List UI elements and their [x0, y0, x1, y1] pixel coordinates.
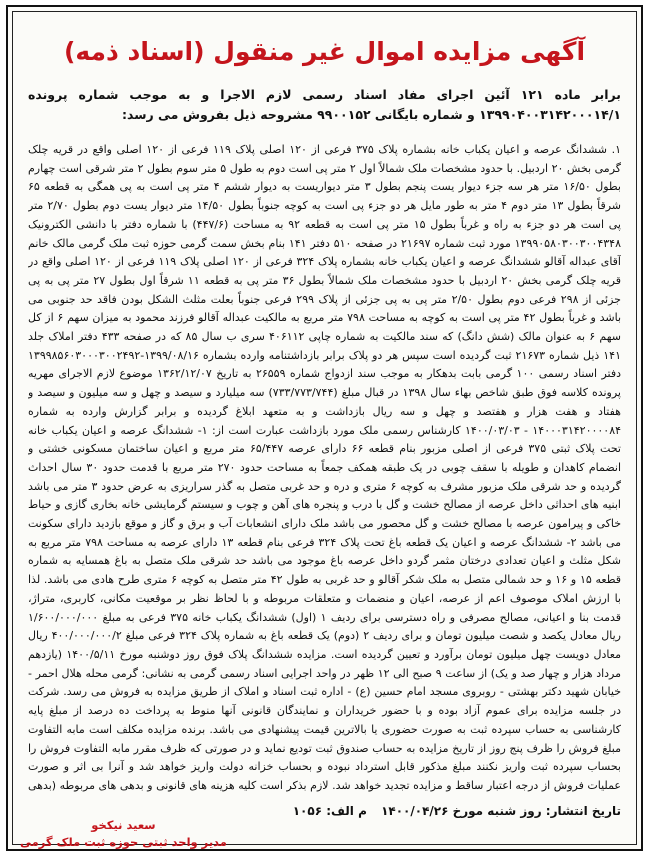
notice-body: ۱. ششدانگ عرصه و اعیان یکباب خانه بشماره پلاک ۳۷۵ فرعی از ۱۲۰ اصلی پلاک ۱۱۹ فرعی از ۱۲۰ اصلی واقع در قریه چلک گرمی بخش ۲۰ اردبیل. با حدود مشخصات ملک شمالاً اول ۲ متر پی است دوم به طول ۵ متر سوم بطول ۲ متر شرقی است چهارم بطول ۱۶/۵۰ متر هر سه جزء دیوار یست پنجم بطول ۳ متر دیواریست به دیوار ششم ۴ متر پی است به پی همگی به قطعه ۶۵ شرقاً بطول ۱۳ متر دوم ۴ متر به طور مایل هر دو جزء پی است به کوچه جنوباً بطول ۱۴/۵۰ متر دیوار یست دوم بطول ۲/۷۰ متر پی است هر دو جزء به راه و غرباً بطول ۱۵ متر پی است به قطعه ۹۲ به مساحت (۴۴۷/۶) با شماره دفتر با دانشی الکترونیک ۱۳۹۹۰۵۸۰۳۰۰۳۰۰۴۳۴۸ مورد ثبت شماره ۲۱۶۹۷ در صفحه ۵۱۰ دفتر ۱۴۱ بنام بخش سمت گرمی حوزه ثبت ملک گرمی مالک خانم آقای عبداله آقالو ششدانگ عرصه و اعیان یکباب خانه بشماره پلاک ۳۲۴ فرعی از ۱۲۰ اصلی پلاک ۱۱۹ فرعی از ۱۲۰ اصلی واقع در قریه چلک گرمی بخش ۲۰ اردبیل با حدود مشخصات ملک شمالاً بطول ۳۶ متر پی به قطعه ۱۱ شرقاً اول بطول ۲۷ متر پی به پی جزئی از ۲۹۸ فرعی دوم بطول ۲/۵۰ متر پی به پی جزئی از پلاک ۲۹۹ فرعی جنوباً بعلت مثلث الشکل بودن فاقد حد جنوبی می باشد و غرباً بطول ۴۲ متر پی است به کوچه به مساحت ۷۹۸ متر مربع به مالکیت عبداله آقالو فرزند محمود به میزان سهم ۶ از کل سهم ۶ به عنوان مالک (شش دانگ) که سند مالکیت به شماره چاپی ۴۰۶۱۱۲ سری ب سال ۸۵ که در صفحه ۴۳۳ دفتر املاک جلد ۱۴۱ ذیل شماره ۲۱۶۷۳ ثبت گردیده است سپس هر دو پلاک برابر بازداشتنامه وارده بشماره ۱۳۹۹/۰۸/۱۶-۱۳۹۹۸۵۶۰۳۰۰۰۳۰۰۲۴۹۲ دفتر اسناد رسمی ۱۰۰ گرمی بابت بدهکار به موجب سند ازدواج شماره ۲۶۵۵۹ به تاریخ ۱۳۶۲/۱۲/۰۷ موضوع لازم الاجرای مهریه پرونده کلاسه فوق طبق شاخص بهاء سال ۱۳۹۸ در قبال مبلغ (۷۳۳/۷۷۳/۷۴۴) سه میلیارد و سیصد و چهل و سه میلیون و سیصد و هفتاد و هفت هزار و هفتصد و چهل و سه ریال بازداشت و به متعهد ابلاغ گردیده و برابر گزارش وارده به شماره ۱۴۰۰۰۳۱۴۲۰۰۰۰۸۴ - ۱۴۰۰/۰۳/۰۳ کارشناس رسمی ملک مورد بازداشت عبارت است از: ۱- ششدانگ عرصه و اعیان یکباب خانه تحت پلاک ثبتی ۳۷۵ فرعی از اصلی مزبور بنام قطعه ۶۶ دارای عرصه ۶۵/۴۴۷ متر مربع و اعیان ساختمان مسکونی خشتی و انضمام کاهدان و طویله با سقف چوبی در یک طبقه همکف جمعاً به مساحت حدود ۲۷۰ متر مربع با قدمت حدود ۳۰ سال احداث گردیده و حد شرقی ملک مزبور مشرف به کوچه ۶ متری و دره و حد غربی متصل به گذر سراریزی به عرض حدود ۳ متر می باشد ابنیه های احداثی داخل عرصه از مصالح خشت و گل با درب و پنجره های آهن و چوب و سیستم گرمایشی خانه بخاری گازی و حیاط خاکی و پیرامون عرصه با مصالح خشت و گل محصور می باشد ملک دارای انشعابات آب و برق و گاز و موقع بازدید دارای سکونت می باشد ۲- ششدانگ عرصه و اعیان یک قطعه باغ تحت پلاک ۳۲۴ فرعی بنام قطعه ۱۳ دارای عرصه به مساحت ۷۹۸ متر مربع به شکل مثلث و اعیان تعدادی درختان مثمر گردو داخل عرصه باغ موجود می باشد حد شرقی ملک متصل به باغ همسایه به شماره قطعه ۱۵ و ۱۶ و حد شمالی متصل به ملک شکر آقالو و حد غربی به طول ۴۲ متر متصل به کوچه ۶ متری طرح هادی می باشد. لذا با ارزش املاک موصوف اعم از عرصه، اعیان و منضمات و متعلقات مربوطه و با لحاظ نظر بر موقعیت مکانی، کاربری، متراژ، قدمت بنا و اعیانی، مصالح مصرفی و راه دسترسی برای ردیف ۱ (اول) ششدانگ یکباب خانه ۳۷۵ فرعی به مبلغ ۱/۶۰۰/۰۰۰/۰۰۰ ریال معادل یکصد و شصت میلیون تومان و برای ردیف ۲ (دوم) یک قطعه باغ به شماره پلاک ۳۲۴ فرعی مبلغ ۴۰۰/۰۰۰/۰۰۰/۲ ریال معادل دویست چهل میلیون تومان برآورد و تعیین گردیده است. مزایده ششدانگ پلاک فوق روز دوشنبه مورخ ۱۴۰۰/۵/۱۱ (یازدهم مرداد هزار و چهار صد و یک) از ساعت ۹ صبح الی ۱۲ ظهر در واحد اجرایی اسناد رسمی گرمی به نشانی: گرمی محله هلال احمر - خیابان شهید دکتر بهشتی - روبروی مسجد امام حسین (ع) - اداره ثبت اسناد و املاک از طریق مزایده به فروش می رسد. شرکت در جلسه مزایده برای عموم آزاد بوده و با حضور خریداران و نمایندگان قانونی آنها منوط به پرداخت ده درصد از مبلغ پایه کارشناسی به حساب سپرده ثبت به صورت حضوری یا بالاترین قیمت پیشنهادی می باشد. برنده مزایده مکلف است مابه التفاوت مبلغ فروش را ظرف پنج روز از تاریخ مزایده به حساب صندوق ثبت تودیع نماید و در صورتی که ظرف مقرر مابه التفاوت فروش را بحساب سپرده ثبت واریز نکنند مبلغ مذکور قابل استرداد نبوده و بحساب خزانه دولت واریز خواهد شد و آنرا بی اثر و صورت عملیات فروش از درجه اعتبار ساقط و مزایده تجدید خواهد شد. لازم بذکر است کلیه هزینه های قانونی و بدهی های مربوطه (بدهی	[28, 143, 621, 792]
publication-date: تاریخ انتشار: روز شنبه مورخ ۱۴۰۰/۰۴/۲۶	[381, 804, 621, 818]
signatory-name: سعید نیکخو	[91, 818, 156, 832]
signature-block	[20, 817, 227, 851]
notice-title: آگهی مزایده اموال غیر منقول (اسناد ذمه)	[63, 37, 586, 66]
ad-code: م الف: ۱۰۵۶	[292, 804, 367, 818]
publication-footer	[28, 804, 621, 818]
signatory-role: مدیر واحد ثبتی حوزه ثبت ملک گرمی	[20, 835, 227, 849]
document-page	[6, 5, 643, 851]
intro-paragraph: برابر ماده ۱۲۱ آئین اجرای مفاد اسناد رسمی لازم الاجرا و به موجب شماره پرونده ۱۳۹۹۰۴۰۰۳۱۴۲۰۰۰۱۴/۱ و شماره بایگانی ۹۹۰۰۱۵۲ مشروحه ذیل بفروش می رسد:	[28, 87, 622, 122]
